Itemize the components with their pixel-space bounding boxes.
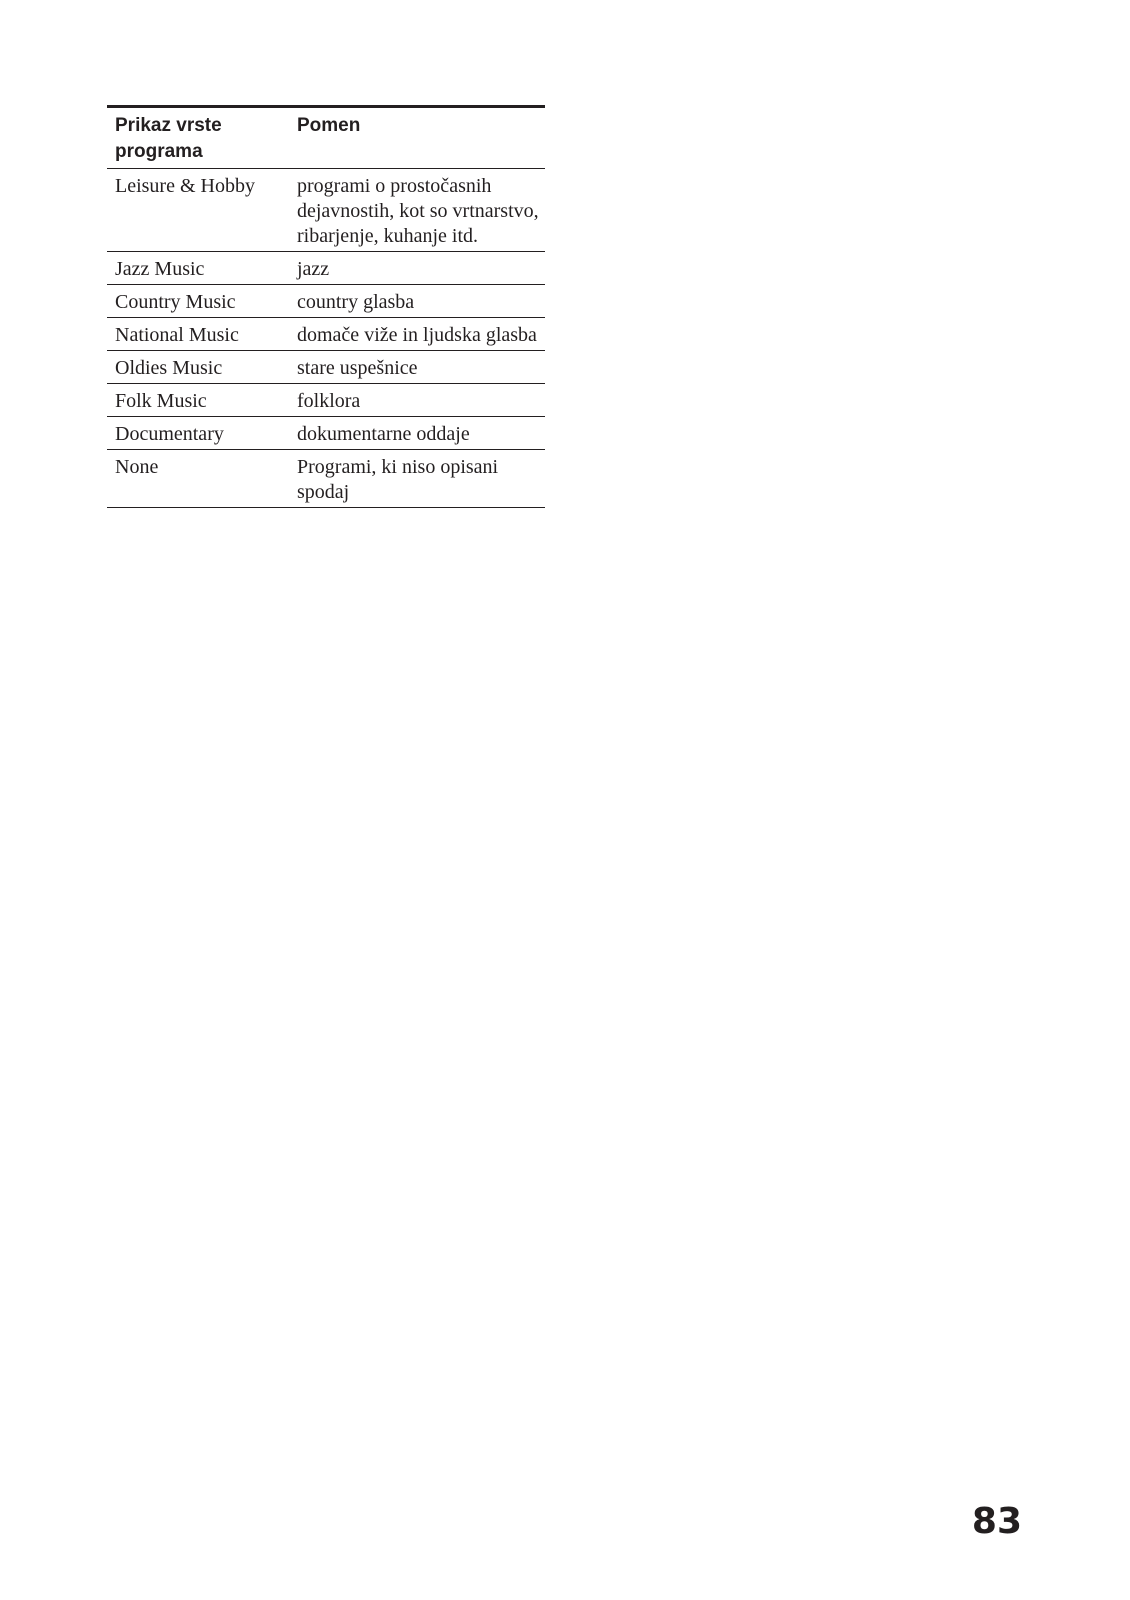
program-type-cell: Leisure & Hobby xyxy=(107,169,289,252)
table-row xyxy=(107,450,545,508)
table-row xyxy=(107,285,545,318)
table-row xyxy=(107,351,545,384)
table-row xyxy=(107,417,545,450)
meaning-cell: folklora xyxy=(289,384,545,417)
program-type-cell: Country Music xyxy=(107,285,289,318)
table-row xyxy=(107,318,545,351)
meaning-cell: stare uspešnice xyxy=(289,351,545,384)
meaning-cell: jazz xyxy=(289,252,545,285)
meaning-cell: domače viže in ljudska glasba xyxy=(289,318,545,351)
table-header-row xyxy=(107,107,545,169)
meaning-cell: programi o prostočasnih dejavnostih, kot so vrtnarstvo, ribarjenje, kuhanje itd. xyxy=(289,169,545,252)
meaning-cell: country glasba xyxy=(289,285,545,318)
program-type-cell: National Music xyxy=(107,318,289,351)
table-row xyxy=(107,252,545,285)
header-program-type: Prikaz vrste programa xyxy=(107,107,289,169)
table-row xyxy=(107,169,545,252)
page-number: 83 xyxy=(971,1501,1022,1542)
program-type-cell: Jazz Music xyxy=(107,252,289,285)
program-type-cell: Folk Music xyxy=(107,384,289,417)
header-meaning: Pomen xyxy=(289,107,545,169)
table-row xyxy=(107,384,545,417)
program-type-cell: Documentary xyxy=(107,417,289,450)
table-body xyxy=(107,169,545,508)
program-type-cell: None xyxy=(107,450,289,508)
program-type-cell: Oldies Music xyxy=(107,351,289,384)
meaning-cell: dokumentarne oddaje xyxy=(289,417,545,450)
program-type-table xyxy=(107,105,545,508)
meaning-cell: Programi, ki niso opisani spodaj xyxy=(289,450,545,508)
table-header xyxy=(107,107,545,169)
